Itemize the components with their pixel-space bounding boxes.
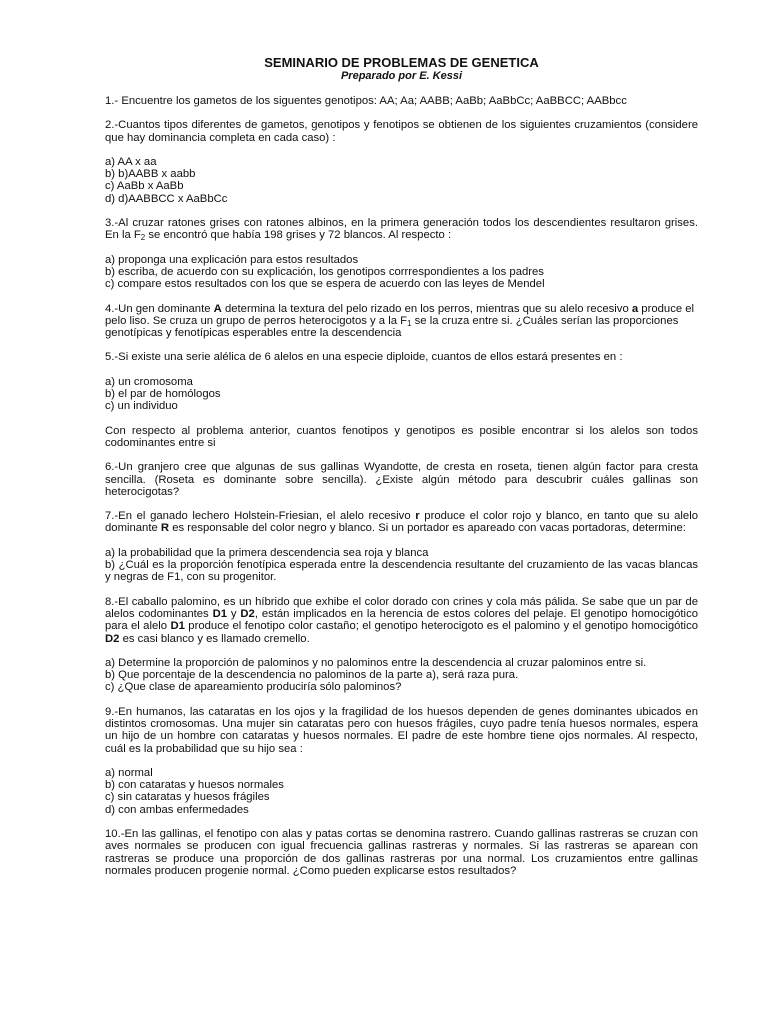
list-item: b) escriba, de acuerdo con su explicación, los genotipos corrrespondientes a los padres bbox=[105, 265, 544, 278]
list-item: a) Determine la proporción de palominos y no palominos entre la descendencia al cruzar palominos entre si. bbox=[105, 656, 647, 669]
problem-7-options bbox=[105, 547, 698, 584]
list-item: a) normal bbox=[105, 766, 153, 779]
subscript: 1 bbox=[407, 318, 412, 328]
problem-2-options bbox=[105, 156, 698, 205]
text-segment: 3.-Al cruzar ratones grises con ratones albinos, en la primera generación todos los descendientes resultaron grises. En la F bbox=[105, 217, 698, 242]
list-item: d) con ambas enfermedades bbox=[105, 803, 249, 816]
problem-5-followup: Con respecto al problema anterior, cuantos fenotipos y genotipos es posible encontrar si los alelos son todos codominantes entre si bbox=[105, 424, 698, 449]
page-subtitle: Preparado por E. Kessi bbox=[340, 70, 463, 82]
bold-term: a bbox=[631, 302, 639, 315]
list-item: a) AA x aa bbox=[105, 155, 157, 168]
problem-8 bbox=[105, 596, 698, 645]
text-segment: es responsable del color negro y blanco. Si un portador es apareado con vacas portadoras, determine: bbox=[169, 522, 686, 535]
text-segment: se la cruza entre si. ¿Cuáles serían las proporciones genotípicas y fenotípicas esperables entre la descendencia bbox=[105, 314, 679, 340]
text-segment: se encontró que había 198 grises y 72 blancos. Al respecto : bbox=[145, 229, 452, 242]
list-item: b) con cataratas y huesos normales bbox=[105, 779, 284, 792]
bold-term: A bbox=[213, 302, 222, 315]
page-title: SEMINARIO DE PROBLEMAS DE GENETICA bbox=[264, 55, 539, 70]
bold-term: D2 bbox=[240, 607, 255, 620]
problem-10: 10.-En las gallinas, el fenotipo con alas y patas cortas se denomina rastrero. Cuando gallinas rastreras se cruzan con aves normales se producen con igual frecuencia gallinas rastreras y normales. Si las rastreras se aparean con rastreras se produce una proporción de dos gallinas rastreras por una normal. Los cruzamientos entre gallinas normales producen progenie normal. ¿Como pueden explicarse estos resultados? bbox=[105, 828, 698, 877]
problem-9: 9.-En humanos, las cataratas en los ojos y la fragilidad de los huesos dependen de genes dominantes ubicados en distintos cromosomas. Una mujer sin cataratas pero con huesos frágiles, cuyo padre tenía huesos normales, espera un hijo de un hombre con cataratas y huesos normales. El padre de este hombre tiene ojos normales. Al respecto, cuál es la probabilidad que su hijo sea : bbox=[105, 705, 698, 755]
list-item: a) un cromosoma bbox=[105, 375, 193, 388]
list-item: b) Que porcentaje de la descendencia no palominos de la parte a), será raza pura. bbox=[105, 669, 519, 682]
problem-4 bbox=[105, 303, 698, 340]
text-segment: 4.-Un gen dominante bbox=[105, 302, 214, 315]
bold-term: r bbox=[415, 510, 420, 523]
list-item: c) ¿Que clase de apareamiento produciría sólo palominos? bbox=[105, 681, 402, 694]
text-segment: 8.-El caballo palomino, es un híbrido que exhibe el color dorado con crines y cola más pálida. Se sabe que un par de alelos codominantes bbox=[105, 595, 698, 620]
problem-2: 2.-Cuantos tipos diferentes de gametos, genotipos y fenotipos se obtienen de los siguientes cruzamientos (considere que hay dominancia completa en cada caso) : bbox=[105, 119, 698, 144]
text-segment: y bbox=[227, 607, 241, 620]
problem-9-options bbox=[105, 767, 698, 816]
text-segment: produce el color rojo y blanco, en tanto que su alelo dominante bbox=[105, 510, 698, 535]
problem-5: 5.-Si existe una serie alélica de 6 alelos en una especie diploide, cuantos de ellos estará presentes en : bbox=[105, 351, 623, 364]
text-segment: produce el pelo liso. Se cruza un grupo de perros heterocigotos y a la F bbox=[105, 302, 695, 327]
subscript: 2 bbox=[140, 233, 146, 243]
problem-3 bbox=[105, 217, 698, 242]
list-item: c) AaBb x AaBb bbox=[105, 180, 184, 193]
text-segment: produce el fenotipo color castaño; el genotipo heterocigoto es el palomino y el genotipo homocigótico bbox=[184, 620, 699, 633]
list-item: b) el par de homólogos bbox=[105, 388, 221, 401]
text-segment: , están implicados en la herencia de estos colores del pelaje. El genotipo homocigótico para el alelo bbox=[105, 607, 699, 633]
problem-3-options bbox=[105, 254, 698, 291]
bold-term: D1 bbox=[212, 607, 228, 620]
list-item: c) sin cataratas y huesos frágiles bbox=[105, 791, 270, 804]
bold-term: D1 bbox=[170, 620, 185, 633]
list-item: c) compare estos resultados con los que se espera de acuerdo con las leyes de Mendel bbox=[105, 278, 545, 291]
list-item: a) la probabilidad que la primera descendencia sea roja y blanca bbox=[105, 546, 429, 559]
problem-7 bbox=[105, 510, 698, 535]
bold-term: D2 bbox=[105, 632, 120, 645]
bold-term: R bbox=[160, 522, 170, 535]
problem-6: 6.-Un granjero cree que algunas de sus gallinas Wyandotte, de cresta en roseta, tienen algún factor para cresta sencilla. (Roseta es dominante sobre sencilla). ¿Existe algún método para descubrir cuáles gallinas son heterocigotas? bbox=[105, 461, 698, 498]
text-segment: determina la textura del pelo rizado en los perros, mientras que su alelo recesivo bbox=[221, 302, 632, 315]
text-segment: es casi blanco y es llamado cremello. bbox=[119, 632, 310, 645]
list-item: a) proponga una explicación para estos resultados bbox=[105, 253, 359, 266]
problem-5-options bbox=[105, 376, 698, 413]
list-item: b) b)AABB x aabb bbox=[105, 168, 196, 181]
problem-1: 1.- Encuentre los gametos de los siguentes genotipos: AA; Aa; AABB; AaBb; AaBbCc; AaBBCC; AABbcc bbox=[105, 95, 627, 107]
text-segment: 7.-En el ganado lechero Holstein-Friesian, el alelo recesivo bbox=[105, 510, 416, 523]
list-item: c) un individuo bbox=[105, 400, 178, 413]
problem-8-options bbox=[105, 657, 698, 694]
list-item: d) d)AABBCC x AaBbCc bbox=[105, 192, 228, 205]
list-item: b) ¿Cuál es la proporción fenotípica esperada entre la descendencia resultante del cruzamiento de las vacas blancas y negras de F1, con su progenitor. bbox=[105, 559, 698, 584]
